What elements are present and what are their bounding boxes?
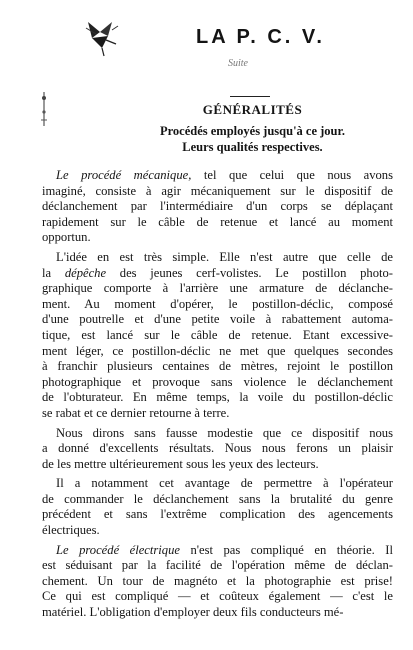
- paragraph-line: [42, 297, 393, 313]
- paragraph-line: [42, 507, 393, 523]
- paragraph-line: [42, 328, 393, 344]
- line-text: matériel. L'obligation d'employer deux fils conducteurs mé-: [42, 605, 344, 620]
- line-text: déclanchement par l'intermédiaire d'un corps se déplaçant: [42, 199, 393, 214]
- header-divider: [230, 96, 270, 97]
- paragraph-line: [42, 375, 393, 391]
- line-text: précédent et sans l'extrême complication des agencements: [42, 507, 393, 522]
- line-text: tique, est lancé sur le câble de retenue. Etant excessive-: [42, 327, 393, 342]
- line-text: est séduisant par la facilité de l'opération même de déclan-: [42, 558, 393, 573]
- line-text: tel que celui que nous avons: [191, 168, 393, 182]
- line-text: opportun.: [42, 230, 91, 245]
- paragraph-line: [42, 457, 393, 473]
- page-header-subtitle: Suite: [228, 58, 248, 69]
- line-text: à franchir plusieurs centaines de mètres, rejoint le postillon: [42, 359, 393, 374]
- paragraph-line: [42, 441, 393, 457]
- paragraph-line: [42, 230, 393, 246]
- paragraph-line: [42, 476, 393, 492]
- line-text: de l'obturateur. En même temps, la voile du postillon-déclic: [42, 390, 393, 405]
- paragraph-line: [42, 312, 393, 328]
- paragraph-line: [42, 543, 393, 559]
- paragraph-line: [42, 589, 393, 605]
- line-text: la: [42, 265, 65, 280]
- paragraph-line: [42, 184, 393, 200]
- line-text: graphique comporte à l'arrière une armature de déclanche-: [42, 281, 393, 296]
- line-text: de commander le déclanchement sans la brutalité du genre: [42, 491, 393, 506]
- line-text: chement. Un tour de magnéto et la photographie est prise!: [42, 573, 393, 588]
- paragraph-line: [42, 406, 393, 422]
- section-subtitle-line-2: Leurs qualités respectives.: [182, 140, 323, 154]
- italic-term: dépêche: [64, 265, 107, 280]
- section-title: GÉNÉRALITÉS: [202, 102, 303, 117]
- italic-term: Le procédé mécanique,: [56, 168, 192, 182]
- paragraph-line: [42, 199, 393, 215]
- line-text: des jeunes cerf-volistes. Le postillon photo-: [106, 265, 393, 280]
- line-text: d'une poutrelle et d'une petite voile à rabattement automa-: [42, 312, 393, 327]
- paragraph-line: [42, 558, 393, 574]
- line-text: n'est pas compliqué en théorie. Il: [179, 542, 393, 557]
- kite-ornament-icon: [82, 14, 122, 60]
- paragraph-line: [42, 492, 393, 508]
- paragraph-line: [42, 523, 393, 539]
- paragraph-line: [42, 250, 393, 266]
- line-text: imaginé, consiste à agir mécaniquement sur le dispositif de: [42, 183, 393, 198]
- paragraph-line: [42, 390, 393, 406]
- line-text: a donné d'excellents résultats. Nous nous ferons un plaisir: [42, 441, 393, 456]
- section-subtitle-line-1: Procédés employés jusqu'à ce jour.: [159, 124, 346, 138]
- line-text: se rabat et ce dernier retourne à terre.: [42, 405, 230, 420]
- italic-term: Le procédé électrique: [56, 542, 180, 557]
- paragraph-line: [42, 266, 393, 282]
- line-text: photographique et provoque sans violence le déclanchement: [42, 374, 393, 389]
- line-text: ment léger, ce postillon-déclic ne met que quelques secondes: [42, 343, 393, 358]
- line-text: de les mettre ultérieurement sous les yeux des lecteurs.: [42, 456, 319, 471]
- line-text: Ce qui est compliqué — et coûteux également — c'est le: [42, 589, 393, 604]
- paragraph-line: [42, 281, 393, 297]
- line-text: L'idée en est très simple. Elle n'est autre que celle de: [56, 249, 393, 264]
- page-header-title: LA P. C. V.: [196, 26, 325, 48]
- line-text: rapidement sur le câble de retenue et lancé au moment: [42, 214, 393, 229]
- paragraph-line: [42, 605, 393, 621]
- line-text: électriques.: [42, 523, 100, 538]
- article-body: [42, 168, 393, 621]
- paragraph-line: [42, 344, 393, 360]
- line-text: ment. Au moment d'opérer, le postillon-déclic, composé: [42, 296, 393, 311]
- paragraph-line: [42, 359, 393, 375]
- line-text: Nous dirons sans fausse modestie que ce dispositif nous: [56, 425, 393, 440]
- paragraph-line: [42, 574, 393, 590]
- paragraph-line: [42, 215, 393, 231]
- paragraph-line: [42, 426, 393, 442]
- paragraph-line: [42, 168, 393, 184]
- line-text: Il a notamment cet avantage de permettre à l'opérateur: [56, 476, 393, 491]
